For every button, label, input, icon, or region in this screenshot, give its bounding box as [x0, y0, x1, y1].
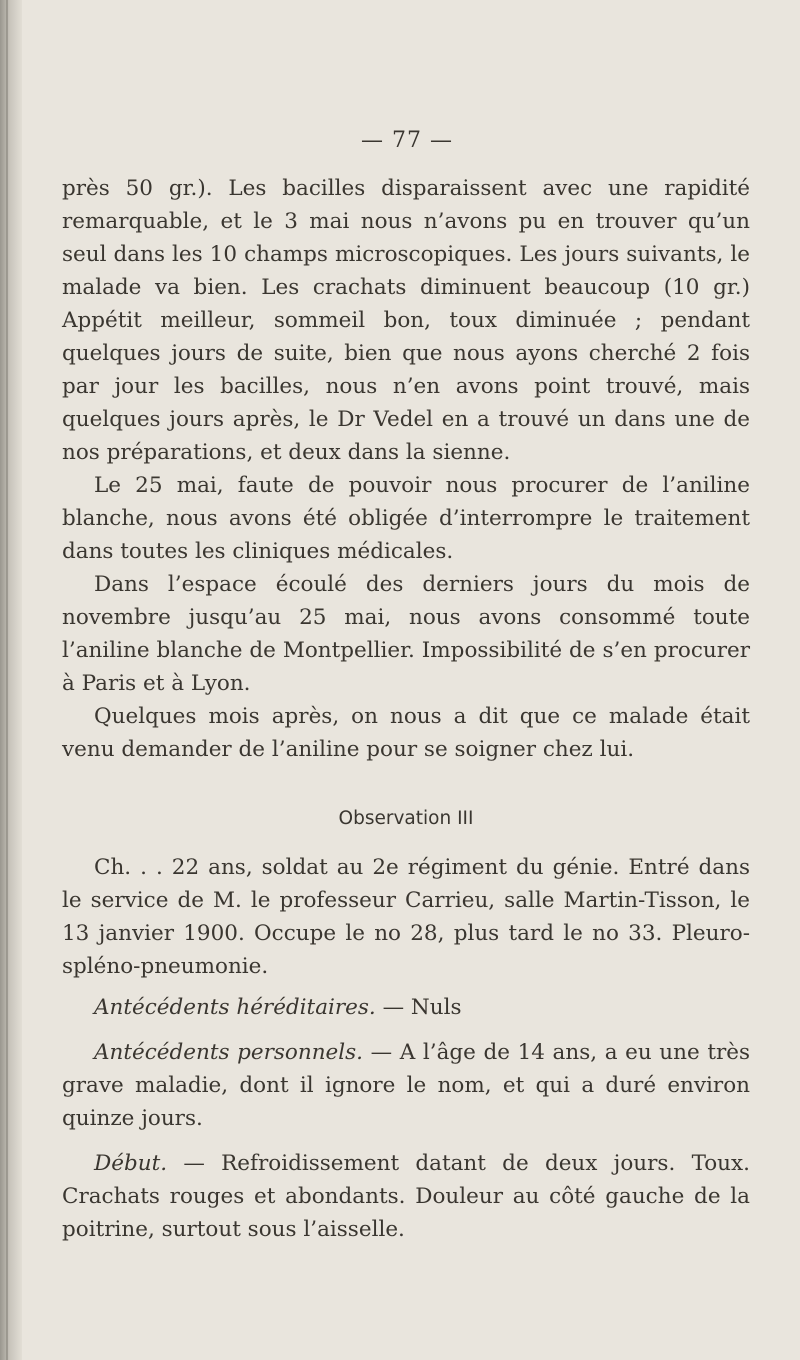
paragraph-continued: près 50 gr.). Les bacilles disparaissent avec une rapidité remarquable, et le 3 mai nous n’avons pu en trouver qu’un seul dans les 10 champs microscopiques. Les jours suivants, le malade va bien. Les crachats diminuent beaucoup (10 gr.) Appétit meilleur, sommeil bon, toux diminuée ; pendant quelques jours de suite, bien que nous ayons cherché 2 fois par jour les bacilles, nous n’en avons point trouvé, mais quelques jours après, le Dr Vedel en a trouvé un dans une de nos préparations, et deux dans la sienne.	[62, 176, 750, 465]
personal-text: — A l’âge de 14 ans, a eu une très grave maladie, dont il ignore le nom, et qui a duré environ quinze jours.	[62, 1040, 751, 1131]
book-spine-edge	[0, 0, 22, 1360]
onset-text: — Refroidissement datant de deux jours. Toux. Crachats rouges et abondants. Douleur au côté gauche de la poitrine, surtout sous l’aisselle.	[62, 1151, 750, 1242]
hereditary-label: Antécédents héréditaires.	[94, 995, 376, 1020]
paragraph-consumption: Dans l’espace écoulé des derniers jours du mois de novembre jusqu’au 25 mai, nous avons consommé toute l’aniline blanche de Montpellier. Impossibilité de s’en procurer à Paris et à Lyon.	[62, 572, 750, 696]
page-body	[62, 172, 750, 1246]
paragraph-patient-intro: Ch. . . 22 ans, soldat au 2e régiment du génie. Entré dans le service de M. le professeur Carrieu, salle Martin-Tisson, le 13 janvier 1900. Occupe le no 28, plus tard le no 33. Pleuro-spléno-pneumonie.	[62, 855, 750, 979]
observation-heading: Observation III	[338, 808, 474, 829]
paragraph-aniline-shortage: Le 25 mai, faute de pouvoir nous procurer de l’aniline blanche, nous avons été obligée d’interrompre le traitement dans toutes les cliniques médicales.	[62, 473, 750, 564]
paragraph-patient-return: Quelques mois après, on nous a dit que ce malade était venu demander de l’aniline pour se soigner chez lui.	[62, 704, 750, 762]
page-number: — 77 —	[361, 128, 453, 153]
paragraph-onset	[62, 1147, 750, 1246]
paragraph-personal	[62, 1036, 750, 1135]
hereditary-text: — Nuls	[375, 995, 462, 1020]
paragraph-hereditary	[62, 991, 750, 1024]
personal-label: Antécédents personnels.	[94, 1040, 364, 1065]
onset-label: Début.	[94, 1151, 168, 1176]
